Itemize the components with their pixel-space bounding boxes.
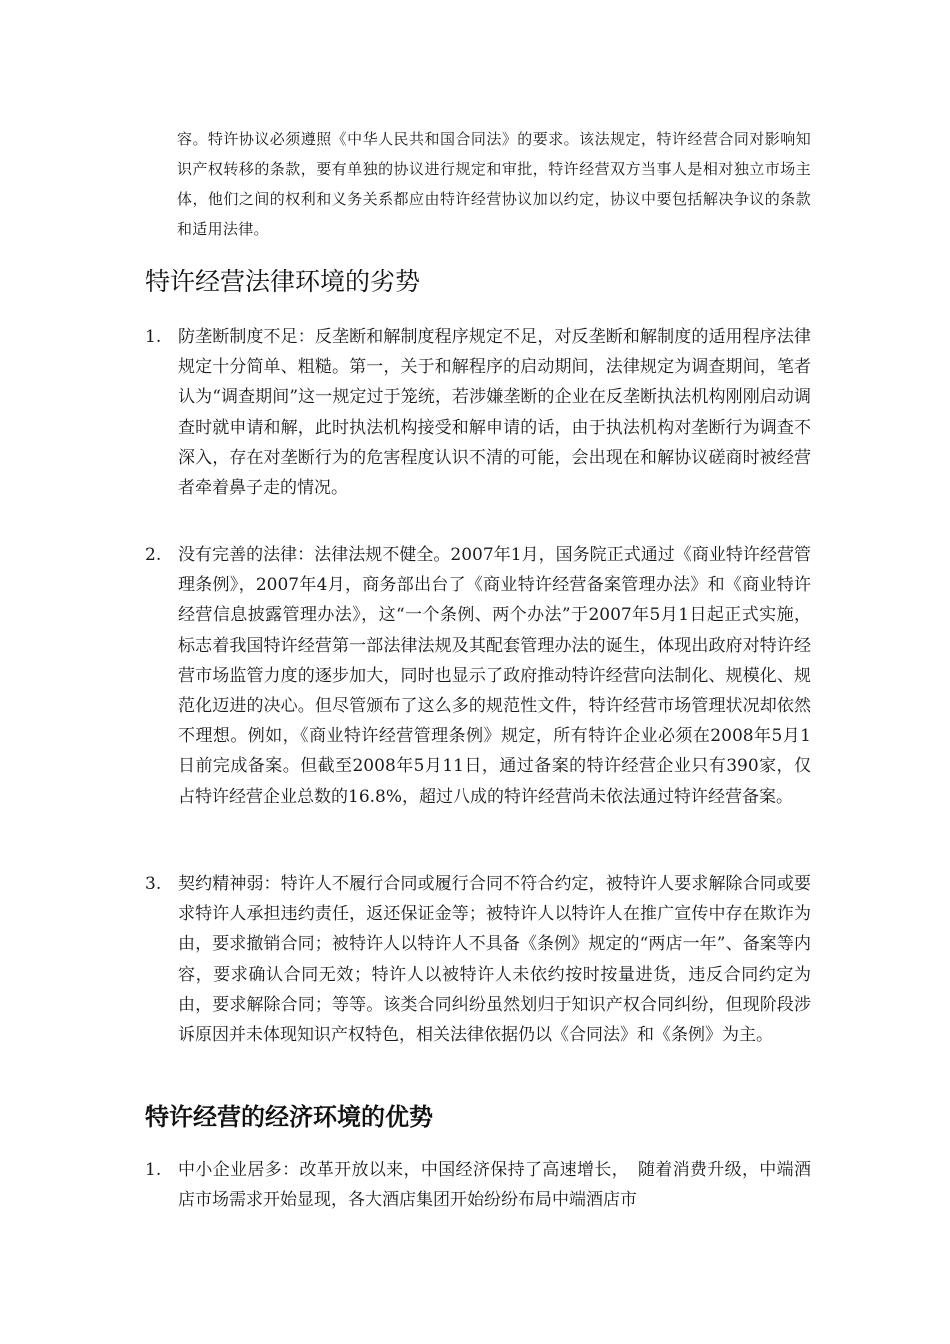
list-number: 3. <box>145 874 162 894</box>
list-item <box>145 1155 811 1215</box>
list-item <box>145 869 811 1050</box>
list-number: 1. <box>145 327 162 347</box>
list-item <box>145 322 811 503</box>
continued-paragraph: 容。特许协议必须遵照《中华人民共和国合同法》的要求。该法规定，特许经营合同对影响知识产权转移的条款，要有单独的协议进行规定和审批，特许经营双方当事人是相对独立市场主体，他们之间的权利和义务关系都应由特许经营协议加以约定，协议中要包括解决争议的条款和适用法律。 <box>177 130 811 238</box>
section-heading-economic-advantages: 特许经营的经济环境的优势 <box>145 1103 433 1131</box>
list-item <box>145 540 811 812</box>
section-heading-legal-disadvantages: 特许经营法律环境的劣势 <box>145 267 421 296</box>
list-number: 1. <box>145 1160 162 1180</box>
list-text: 契约精神弱：特许人不履行合同或履行合同不符合约定，被特许人要求解除合同或要求特许人承担违约责任，返还保证金等；被特许人以特许人在推广宣传中存在欺诈为由，要求撤销合同；被特许人以特许人不具备《条例》规定的“两店一年”、备案等内容，要求确认合同无效；特许人以被特许人未依约按时按量进货，违反合同约定为由，要求解除合同；等等。该类合同纠纷虽然划归于知识产权合同纠纷，但现阶段涉诉原因并未体现知识产权特色，相关法律依据仍以《合同法》和《条例》为主。 <box>178 874 811 1046</box>
list-text: 没有完善的法律：法律法规不健全。2007年1月，国务院正式通过《商业特许经营管理条例》，2007年4月，商务部出台了《商业特许经营备案管理办法》和《商业特许经营信息披露管理办法》，这“一个条例、两个办法”于2007年5月1日起正式实施，标志着我国特许经营第一部法律法规及其配套管理办法的诞生，体现出政府对特许经营市场监管力度的逐步加大，同时也显示了政府推动特许经营向法制化、规模化、规范化迈进的决心。但尽管颁布了这么多的规范性文件，特许经营市场管理状况却依然不理想。例如，《商业特许经营管理条例》规定，所有特许企业必须在2008年5月1日前完成备案。但截至2008年5月11日，通过备案的特许经营企业只有390家，仅占特许经营企业总数的16.8%，超过八成的特许经营尚未依法通过特许经营备案。 <box>178 545 811 807</box>
list-text: 防垄断制度不足：反垄断和解制度程序规定不足，对反垄断和解制度的适用程序法律规定十分简单、粗糙。第一，关于和解程序的启动期间，法律规定为调查期间，笔者认为“调查期间”这一规定过于笼统，若涉嫌垄断的企业在反垄断执法机构刚刚启动调查时就申请和解，此时执法机构接受和解申请的话，由于执法机构对垄断行为调查不深入，存在对垄断行为的危害程度认识不清的可能，会出现在和解协议磋商时被经营者牵着鼻子走的情况。 <box>178 327 811 499</box>
list-text: 中小企业居多：改革开放以来，中国经济保持了高速增长， 随着消费升级，中端酒店市场需求开始显现，各大酒店集团开始纷纷布局中端酒店市 <box>178 1160 811 1211</box>
list-number: 2. <box>145 545 162 565</box>
